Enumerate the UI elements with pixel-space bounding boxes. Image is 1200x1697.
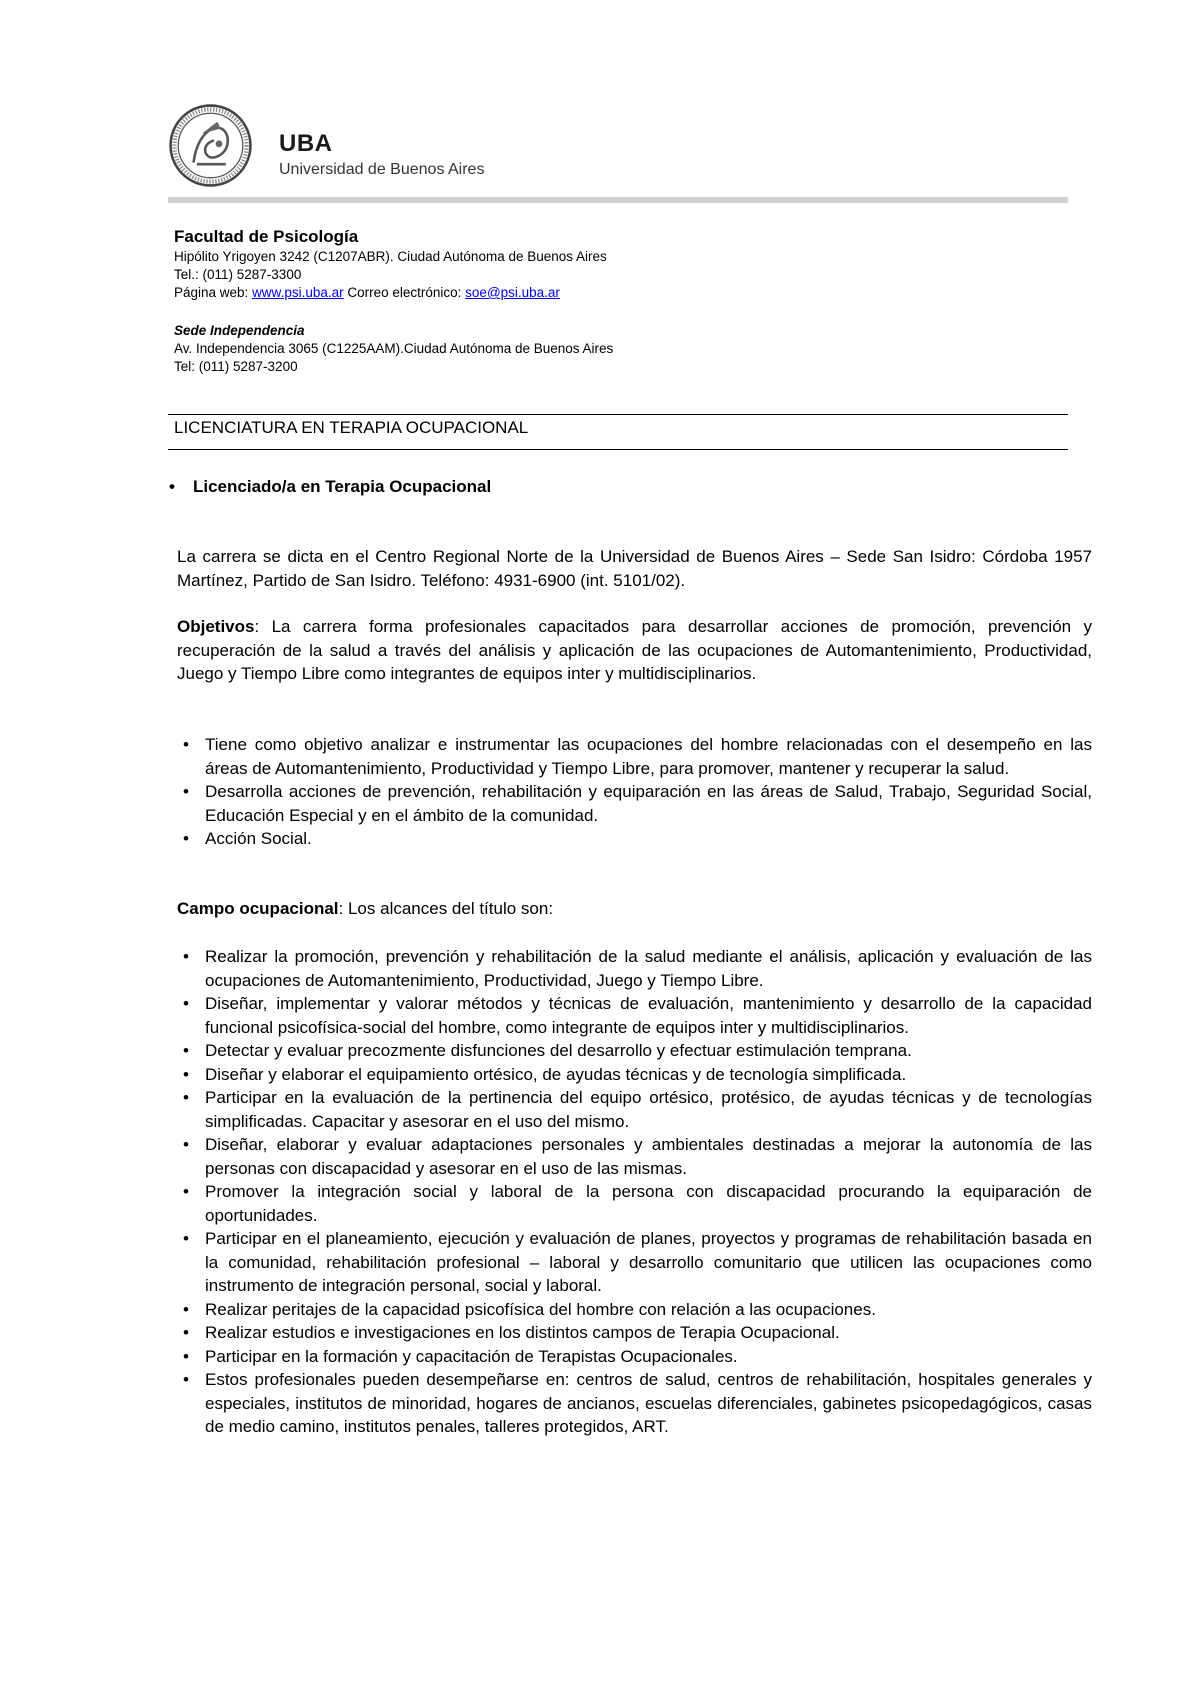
campo-label: Campo ocupacional (177, 899, 339, 918)
uba-logo-text: UBA (279, 130, 333, 157)
faculty-phone: Tel.: (011) 5287-3300 (174, 267, 302, 282)
objetivos-paragraph (177, 615, 1092, 686)
list-item: • Promover la integración social y laboral de la persona con discapacidad procurando la equiparación de oportunidades. (177, 1180, 1092, 1227)
faculty-web-line (174, 284, 1054, 302)
list-item: • Realizar la promoción, prevención y rehabilitación de la salud mediante el análisis, aplicación y evaluación de las ocupaciones de Automantenimiento, Productividad, Juego y Tiempo Libre. (177, 945, 1092, 992)
list-item: • Participar en la evaluación de la pertinencia del equipo ortésico, protésico, de ayudas técnicas y de tecnologías simplificadas. Capacitar y asesorar en el uso del mismo. (177, 1086, 1092, 1133)
list-item: • Realizar peritajes de la capacidad psicofísica del hombre con relación a las ocupaciones. (177, 1298, 1092, 1322)
list-item: • Realizar estudios e investigaciones en los distintos campos de Terapia Ocupacional. (177, 1321, 1092, 1345)
title-rule-top (168, 414, 1068, 415)
list-item: • Acción Social. (177, 827, 1092, 851)
program-title: LICENCIATURA EN TERAPIA OCUPACIONAL (174, 418, 529, 437)
header-divider (168, 197, 1068, 203)
list-item: • Desarrolla acciones de prevención, rehabilitación y equiparación en las áreas de Salud, Trabajo, Seguridad Social, Educación Especial y en el ámbito de la comunidad. (177, 780, 1092, 827)
list-item: • Diseñar, elaborar y evaluar adaptaciones personales y ambientales destinadas a mejorar la autonomía de las personas con discapacidad y asesorar en el uso de las mismas. (177, 1133, 1092, 1180)
sede-title: Sede Independencia (174, 323, 305, 338)
campo-text: : Los alcances del título son: (338, 899, 554, 918)
objetivos-list (177, 733, 1092, 851)
campo-paragraph (177, 897, 1092, 921)
list-item: • Detectar y evaluar precozmente disfunciones del desarrollo y efectuar estimulación temprana. (177, 1039, 1092, 1063)
bullet-icon: • (169, 477, 175, 496)
faculty-name: Facultad de Psicología (174, 227, 359, 246)
list-item: • Participar en la formación y capacitación de Terapistas Ocupacionales. (177, 1345, 1092, 1369)
faculty-address: Hipólito Yrigoyen 3242 (C1207ABR). Ciudad Autónoma de Buenos Aires (174, 249, 607, 264)
list-item: • Diseñar, implementar y valorar métodos y técnicas de evaluación, mantenimiento y desarrollo de la capacidad funcional psicofísica-social del hombre, como integrante de equipos inter y multidisciplinarios. (177, 992, 1092, 1039)
uba-seal-icon (168, 103, 253, 188)
list-item: • Diseñar y elaborar el equipamiento ortésico, de ayudas técnicas y de tecnología simplificada. (177, 1063, 1092, 1087)
sede-phone: Tel: (011) 5287-3200 (174, 359, 298, 374)
email-label: Correo electrónico: (343, 285, 466, 300)
sede-contact (174, 322, 1054, 376)
web-label: Página web: (174, 285, 253, 300)
intro-paragraph: La carrera se dicta en el Centro Regional Norte de la Universidad de Buenos Aires – Sede San Isidro: Córdoba 1957 Martínez, Partido de San Isidro. Teléfono: 4931-6900 (int. 5101/02). (177, 547, 1092, 590)
university-name: Universidad de Buenos Aires (279, 161, 485, 178)
faculty-contact (174, 226, 1054, 302)
objetivos-text: : La carrera forma profesionales capacitados para desarrollar acciones de promoción, prevención y recuperación de la salud a través del análisis y aplicación de las ocupaciones de Automantenimiento, Productividad, Juego y Tiempo Libre como integrantes de equipos inter y multidisciplinarios. (177, 617, 1092, 683)
degree-item (169, 477, 491, 497)
objetivos-label: Objetivos (177, 617, 255, 636)
sede-address: Av. Independencia 3065 (C1225AAM).Ciudad Autónoma de Buenos Aires (174, 341, 614, 356)
campo-list (177, 945, 1092, 1439)
degree-title: Licenciado/a en Terapia Ocupacional (193, 477, 492, 496)
letterhead (168, 103, 1068, 193)
list-item: • Estos profesionales pueden desempeñarse en: centros de salud, centros de rehabilitación, hospitales generales y especiales, institutos de minoridad, hogares de ancianos, escuelas diferenciales, gabinetes psicopedagógicos, casas de medio camino, institutos penales, talleres protegidos, ART. (177, 1368, 1092, 1439)
list-item: • Tiene como objetivo analizar e instrumentar las ocupaciones del hombre relacionadas con el desempeño en las áreas de Automantenimiento, Productividad y Tiempo Libre, para promover, mantener y recuperar la salud. (177, 733, 1092, 780)
web-link[interactable]: www.psi.uba.ar (252, 285, 344, 300)
email-link[interactable]: soe@psi.uba.ar (465, 285, 560, 300)
title-rule-bottom (168, 449, 1068, 450)
list-item: • Participar en el planeamiento, ejecución y evaluación de planes, proyectos y programas de rehabilitación basada en la comunidad, rehabilitación profesional – laboral y desarrollo comunitario que utilicen las ocupaciones como instrumento de integración personal, social y laboral. (177, 1227, 1092, 1298)
